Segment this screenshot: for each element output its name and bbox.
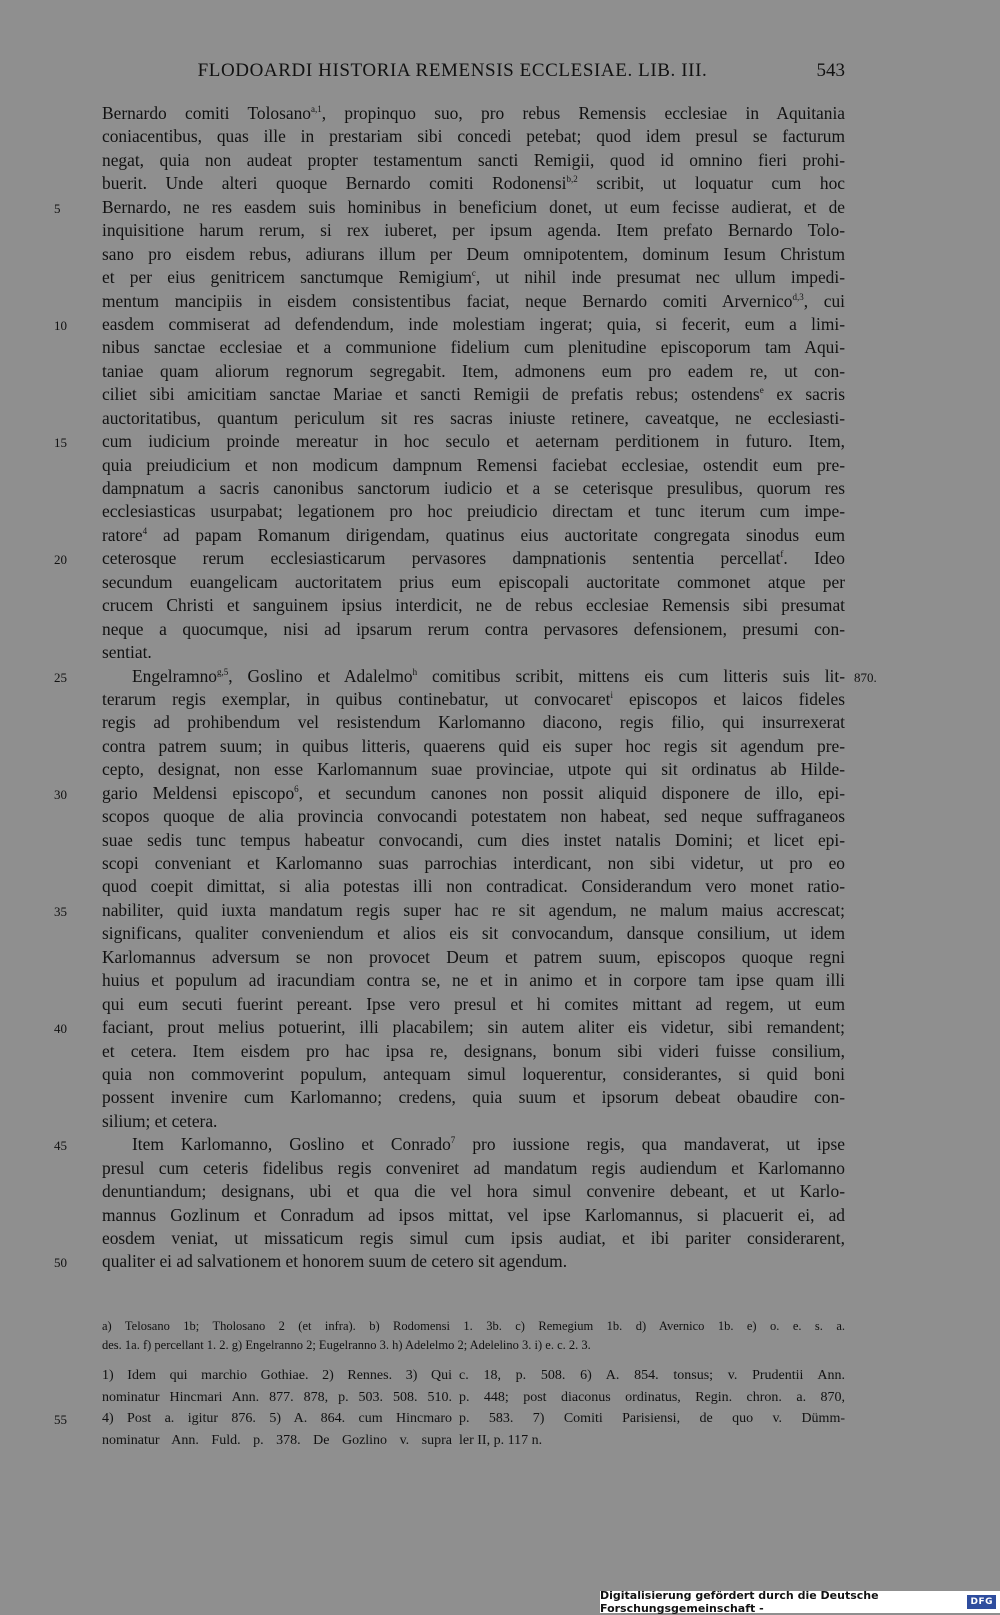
text-line: qui eum secuti fuerint pereant. Ipse vero presul et hi comites mittant ad regem, ut eum (102, 993, 845, 1014)
text-line: ecclesiasticas usurpabat; legationem pro hoc preiudicio directam et tunc iterum cum impe- (102, 501, 845, 522)
text-line: 45 Item Karlomanno, Goslino et Conrado$^7$ pro iussione regis, qua mandaverat, ut ipse (102, 1133, 845, 1156)
page-header (60, 60, 845, 84)
text-line: terarum regis exemplar, in quibus continebatur, ut convocaret$^i$ episcopos et laicos fideles (102, 688, 845, 709)
text-line: denuntiandum; designans, ubi et qua die vel hora simul convenire debeant, et ut Karlo- (102, 1181, 845, 1202)
running-title: FLODOARDI HISTORIA REMENSIS ECCLESIAE. LIB. III. (197, 60, 708, 81)
line-number: 30 (54, 786, 67, 802)
text-line: buerit. Unde alteri quoque Bernardo comiti Rodonensi$^{b,2}$ scribit, ut loquatur cum hoc (102, 173, 846, 194)
text-line: quia preiudicium et non modicum dampnum Remensi faciebat ecclesiae, ostendit eum pre- (102, 454, 845, 475)
text-line: 25 Engelramno$^{g,5}$, Goslino et Adalelmo$^h$ comitibus scribit, mittens eis cum litteris suis lit- 870. (102, 665, 845, 688)
text-line: dampnatum a sacris canonibus sanctorum iudicio et a se ceterisque presulibus, quorum res (102, 478, 845, 498)
page-number: 543 (816, 60, 845, 81)
notes-column-left (54, 1365, 452, 1451)
note-line: c. 18, p. 508. 6) A. 854. tonsus; v. Prudentii Ann. (459, 1368, 845, 1383)
text-line: contra patrem suum; in quibus litteris, quaerens quid eis super hoc regis sit agendum pre- (102, 735, 845, 756)
line-number: 15 (54, 435, 67, 451)
critical-apparatus (102, 1317, 845, 1355)
text-line: quod coepit dimittat, si alia potestas illi non contradicat. Considerandum vero monet ratio- (102, 876, 845, 897)
text-line: 50 qualiter ei ad salvationem et honorem suum de cetero sit agendum. (102, 1250, 845, 1273)
line-number: 40 (54, 1021, 67, 1037)
text-line: Bernardo comiti Tolosano$^{a,1}$, propinquo suo, pro rebus Remensis ecclesiae in Aquitania (102, 103, 845, 123)
margin-year: 870. (854, 669, 877, 685)
dfg-logo-icon: DFG (967, 1595, 996, 1609)
notes-column-right (459, 1365, 845, 1451)
text-line: et cetera. Item eisdem pro hac ipsa re, designans, bonum sibi videri fuisse consilium, (102, 1040, 845, 1061)
text-line: possent invenire cum Karlomanno; credens, quia suum et ipsorum debeat obaudire con- (102, 1087, 845, 1108)
text-line: sentiat. (102, 642, 152, 663)
text-line: mentum mancipiis in eisdem consistentibus faciat, neque Bernardo comiti Arvernico$^{d,3}$, cui (102, 290, 846, 311)
text-line: scopi conveniant et Karlomanno suas parrochias interdicant, non sibi videtur, ut pro eo (102, 853, 845, 873)
text-line: significans, qualiter conveniendum et alios eis sit convocandum, dansque consilium, ut idem (102, 923, 845, 944)
text-line: neque a quocumque, nisi ad ipsarum rerum contra pervasores defensionem, presumi con- (102, 618, 845, 639)
text-line: suae sedis tunc tempus habeatur convocandi, cum dies instet natalis Domini; et licet epi- (102, 829, 845, 850)
line-number: 55 (54, 1412, 67, 1427)
text-line: ratore$^4$ ad papam Romanum dirigendam, quatinus eius auctoritate congregata sinodus eum (102, 524, 845, 545)
text-line: auctoritatibus, quantum periculum sit res sacras iniuste retinere, caveatque, ne ecclesiasti- (102, 407, 845, 428)
text-line: quia non commoverint populum, antequam simul loquerentur, considerantes, si quid boni (102, 1063, 845, 1084)
text-line: mannus Gozlinum et Conradum ad ipsos mittat, vel ipse Karlomannus, si placuerit ei, ad (102, 1204, 845, 1225)
note-line: nominatur Ann. Fuld. p. 378. De Gozlino v. supra (102, 1432, 452, 1448)
text-line: 30 gario Meldensi episcopo$^6$, et secundum canones non possit aliquid disponere de illo, epi- (102, 782, 845, 805)
text-line: coniacentibus, quas ille in prestariam sibi concedi petebat; quod idem presul se facturum (102, 126, 845, 147)
note-line: nominatur Hincmari Ann. 877. 878, p. 503. 508. 510. (102, 1389, 452, 1405)
text-line: silium; et cetera. (102, 1110, 218, 1131)
text-line: Karlomannus adversum se non provocet Deum et patrem suum, episcopos quoque regni (102, 946, 845, 967)
text-line: 35 nabiliter, quid iuxta mandatum regis super hac re sit agendum, ne malum maius accrescat; (102, 899, 845, 922)
text-line: 10 easdem commiserat ad defendendum, inde molestiam ingerat; quia, si fecerit, eum a limi- (102, 313, 845, 336)
text-line: et per eius genitricem sanctumque Remigium$^c$, ut nihil inde presumat nec ullum impedi- (102, 267, 845, 288)
digitization-footer (600, 1591, 1000, 1613)
line-number: 10 (54, 317, 67, 333)
line-number: 25 (54, 669, 67, 685)
text-line: negat, quia non audeat propter testamentum sancti Remigii, quod id omnino fieri prohi- (102, 149, 845, 170)
text-line: regis ad prohibendum vel resistendum Karlomanno diacono, regis filio, qui insurrexerat (102, 712, 845, 733)
line-number: 50 (54, 1255, 67, 1271)
text-line: ciliet sibi amicitiam sanctae Mariae et sancti Remigii de prefatis rebus; ostendens$^e$ ex sacris (102, 384, 845, 405)
note-line: p. 448; post diaconus ordinatus, Regin. chron. a. 870, (459, 1389, 845, 1405)
text-line: eosdem veniat, ut missaticum regis simul cum ipsis audiat, et ibi pariter considerarent, (102, 1228, 845, 1248)
note-line: 55 4) Post a. igitur 876. 5) A. 864. cum Hincmaro (102, 1408, 452, 1430)
apparatus-line: a) Telosano 1b; Tholosano 2 (et infra). b) Rodomensi 1. 3b. c) Remegium 1b. d) Avernico 1b. e) o. e. s. a. (102, 1319, 845, 1333)
text-line: taniae quam aliorum regnorum segregabit. Item, admonens eum pro eadem re, ut con- (102, 360, 845, 381)
text-line: 5 Bernardo, ne res easdem suis hominibus in beneficium donet, ut eum fecisse audierat, et de (102, 196, 845, 219)
text-line: scopos quoque de alia provincia convocandi potestatem non habeat, sed neque suffraganeos (102, 806, 845, 827)
note-line: p. 583. 7) Comiti Parisiensi, de quo v. Dümm- (459, 1411, 845, 1426)
text-line: 20 ceterosque rerum ecclesiasticarum pervasores dampnationis sententia percellat$^f$. Ideo (102, 547, 845, 570)
text-line: 40 faciant, prout melius potuerint, illi placabilem; sin autem aliter eis videtur, sibi remandent; (102, 1016, 845, 1039)
apparatus-line: des. 1a. f) percellant 1. 2. g) Engelranno 2; Eugelranno 3. h) Adelelmo 2; Adelelino 3. i) e. c. 2. 3. (102, 1338, 591, 1352)
line-number: 5 (54, 200, 61, 216)
text-line: secundum euangelicam auctoritatem prius eum episcopali auctoritate commonet atque per (102, 571, 845, 592)
note-line: 1) Idem qui marchio Gothiae. 2) Rennes. 3) Qui (102, 1368, 452, 1383)
text-line: presul cum ceteris fidelibus regis conveniret ad mandatum regis audiendum et Karlomanno (102, 1157, 845, 1178)
line-number: 45 (54, 1138, 67, 1154)
line-number: 35 (54, 903, 67, 919)
text-line: huius et populum ad iracundiam contra se, ne et in animo et in corpore tam ipse quam illi (102, 970, 845, 991)
text-line: cepto, designat, non esse Karlomannum suae provinciae, utpote qui sit ordinatus ab Hilde- (102, 759, 845, 780)
line-number: 20 (54, 552, 67, 568)
text-line: 15 cum iudicium proinde mereatur in hoc seculo et aeternam perditionem in futuro. Item, (102, 430, 845, 453)
note-line: ler II, p. 117 n. (459, 1432, 543, 1448)
text-line: sano pro eisdem rebus, adiurans illum per Deum omnipotentem, dominum Iesum Christum (102, 243, 845, 264)
text-line: inquisitione harum rerum, si rex iuberet, per ipsum agenda. Item prefato Bernardo Tolo- (102, 220, 845, 241)
main-text (54, 102, 877, 1274)
text-line: crucem Christi et sanguinem ipsius interdicit, ne de rebus ecclesiae Remensis sibi presumat (102, 595, 845, 616)
text-line: nibus sanctae ecclesiae et a communione fidelium cum plenitudine episcoporum tam Aqui- (102, 337, 845, 358)
funding-credit: Digitalisierung gefördert durch die Deutsche Forschungsgemeinschaft - (600, 1589, 879, 1615)
